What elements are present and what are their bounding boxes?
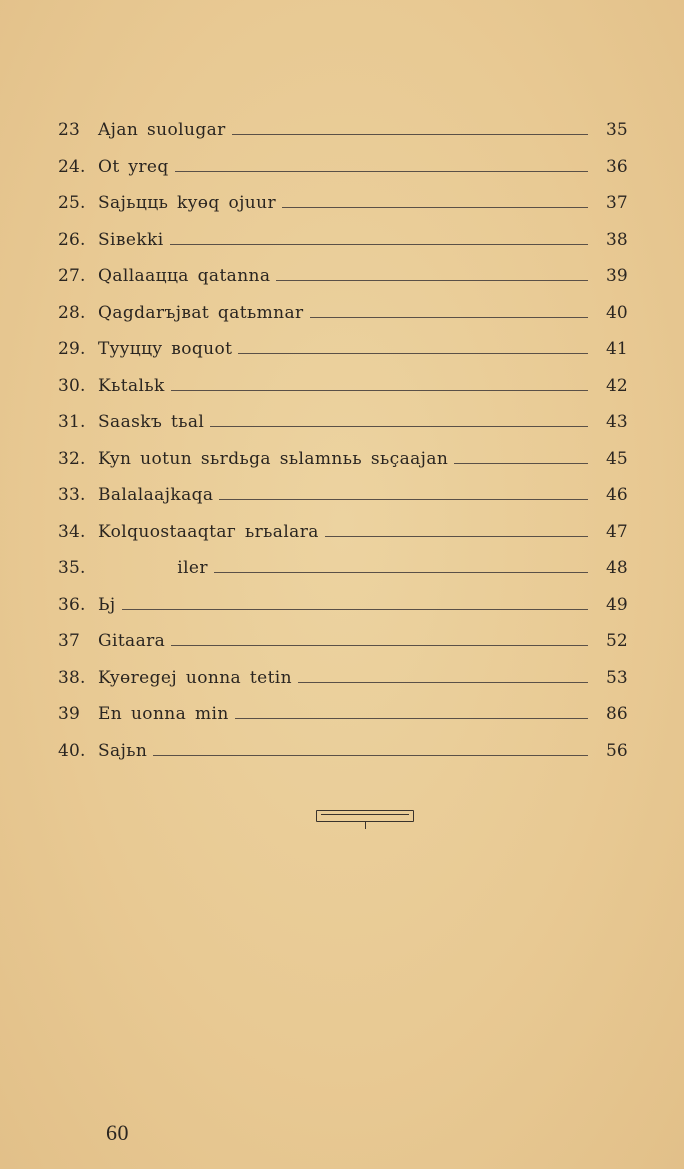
entry-title: Saaskъ tьal: [98, 412, 205, 433]
entry-title: Qallaaцца qatanna: [98, 266, 271, 287]
entry-number: 39: [58, 704, 81, 725]
entry-title: Ot yreq: [98, 156, 169, 177]
entry-page-number: 42: [606, 375, 628, 396]
entry-number: 37: [58, 631, 81, 652]
entry-page-number: 36: [606, 156, 628, 177]
dotted-leader: [175, 170, 588, 172]
entry-page-number: 46: [606, 485, 628, 506]
entry-title: Tyyццy вoquot: [98, 339, 233, 360]
entry-number: 38.: [58, 667, 86, 688]
entry-title: En uonna min: [98, 704, 229, 725]
entry-page-number: 41: [606, 339, 628, 360]
dotted-leader: [232, 133, 588, 135]
entry-page-number: 38: [606, 229, 628, 250]
decorative-ornament: [316, 810, 414, 822]
entry-page-number: 45: [606, 448, 628, 469]
entry-number: 32.: [58, 448, 86, 469]
dotted-leader: [219, 498, 588, 500]
toc-entry: [58, 258, 636, 295]
entry-number: 33.: [58, 485, 86, 506]
entry-page-number: 52: [606, 631, 628, 652]
entry-title: iler: [98, 558, 208, 579]
entry-title: Balalaajkaqa: [98, 485, 214, 506]
toc-entry: [58, 623, 636, 660]
toc-entry: [58, 331, 636, 368]
dotted-leader: [298, 681, 588, 683]
entry-number: 25.: [58, 193, 86, 214]
entry-number: 24.: [58, 156, 86, 177]
entry-number: 34.: [58, 521, 86, 542]
dotted-leader: [214, 571, 588, 573]
entry-page-number: 53: [606, 667, 628, 688]
dotted-leader: [238, 352, 588, 354]
entry-page-number: 39: [606, 266, 628, 287]
entry-page-number: 37: [606, 193, 628, 214]
entry-title: Kolquostaaqtaг ьrьalara: [98, 521, 319, 542]
entry-number: 35.: [58, 558, 86, 579]
dotted-leader: [171, 389, 588, 391]
toc-entry: [58, 112, 636, 149]
toc-entry: [58, 185, 636, 222]
entry-title: Kьtalьk: [98, 375, 165, 396]
toc-entry: [58, 368, 636, 405]
entry-title: Siвekki: [98, 229, 164, 250]
entry-number: 28.: [58, 302, 86, 323]
dotted-leader: [276, 279, 588, 281]
entry-page-number: 43: [606, 412, 628, 433]
entry-number: 29.: [58, 339, 86, 360]
toc-entry: [58, 477, 636, 514]
toc-entry: [58, 587, 636, 624]
entry-title: Qagdarъjвat qatьmnar: [98, 302, 304, 323]
entry-page-number: 86: [606, 704, 628, 725]
dotted-leader: [325, 535, 588, 537]
dotted-leader: [153, 754, 588, 756]
entry-number: 27.: [58, 266, 86, 287]
entry-number: 31.: [58, 412, 86, 433]
toc-entry: [58, 404, 636, 441]
entry-page-number: 47: [606, 521, 628, 542]
entry-title: Kyөregej uonna tetin: [98, 667, 292, 688]
dotted-leader: [170, 243, 588, 245]
entry-title: Sajьцць kyөq ojuur: [98, 193, 276, 214]
entry-page-number: 40: [606, 302, 628, 323]
toc-entry: [58, 441, 636, 478]
toc-entry: [58, 660, 636, 697]
entry-number: 30.: [58, 375, 86, 396]
entry-number: 26.: [58, 229, 86, 250]
dotted-leader: [235, 717, 588, 719]
entry-page-number: 48: [606, 558, 628, 579]
entry-title: Ajan suolugar: [98, 120, 226, 141]
entry-number: 36.: [58, 594, 86, 615]
entry-title: Ьj: [98, 594, 116, 615]
table-of-contents: [58, 112, 636, 769]
toc-entry: [58, 733, 636, 770]
dotted-leader: [122, 608, 588, 610]
toc-entry: [58, 149, 636, 186]
entry-page-number: 35: [606, 120, 628, 141]
dotted-leader: [282, 206, 588, 208]
dotted-leader: [171, 644, 588, 646]
entry-number: 40.: [58, 740, 86, 761]
toc-entry: [58, 696, 636, 733]
entry-page-number: 49: [606, 594, 628, 615]
ornament-inner-line: [321, 814, 409, 817]
toc-entry: [58, 295, 636, 332]
dotted-leader: [454, 462, 588, 464]
dotted-leader: [210, 425, 588, 427]
toc-entry: [58, 514, 636, 551]
dotted-leader: [310, 316, 588, 318]
entry-page-number: 56: [606, 740, 628, 761]
entry-title: Sajьn: [98, 740, 148, 761]
toc-entry: [58, 222, 636, 259]
page-number: 60: [106, 1120, 129, 1145]
entry-number: 23: [58, 120, 81, 141]
entry-title: Gitaara: [98, 631, 166, 652]
toc-entry: [58, 550, 636, 587]
entry-title: Kyn uotun sьrdьga sьlamnьь sьçaajan: [98, 448, 449, 469]
